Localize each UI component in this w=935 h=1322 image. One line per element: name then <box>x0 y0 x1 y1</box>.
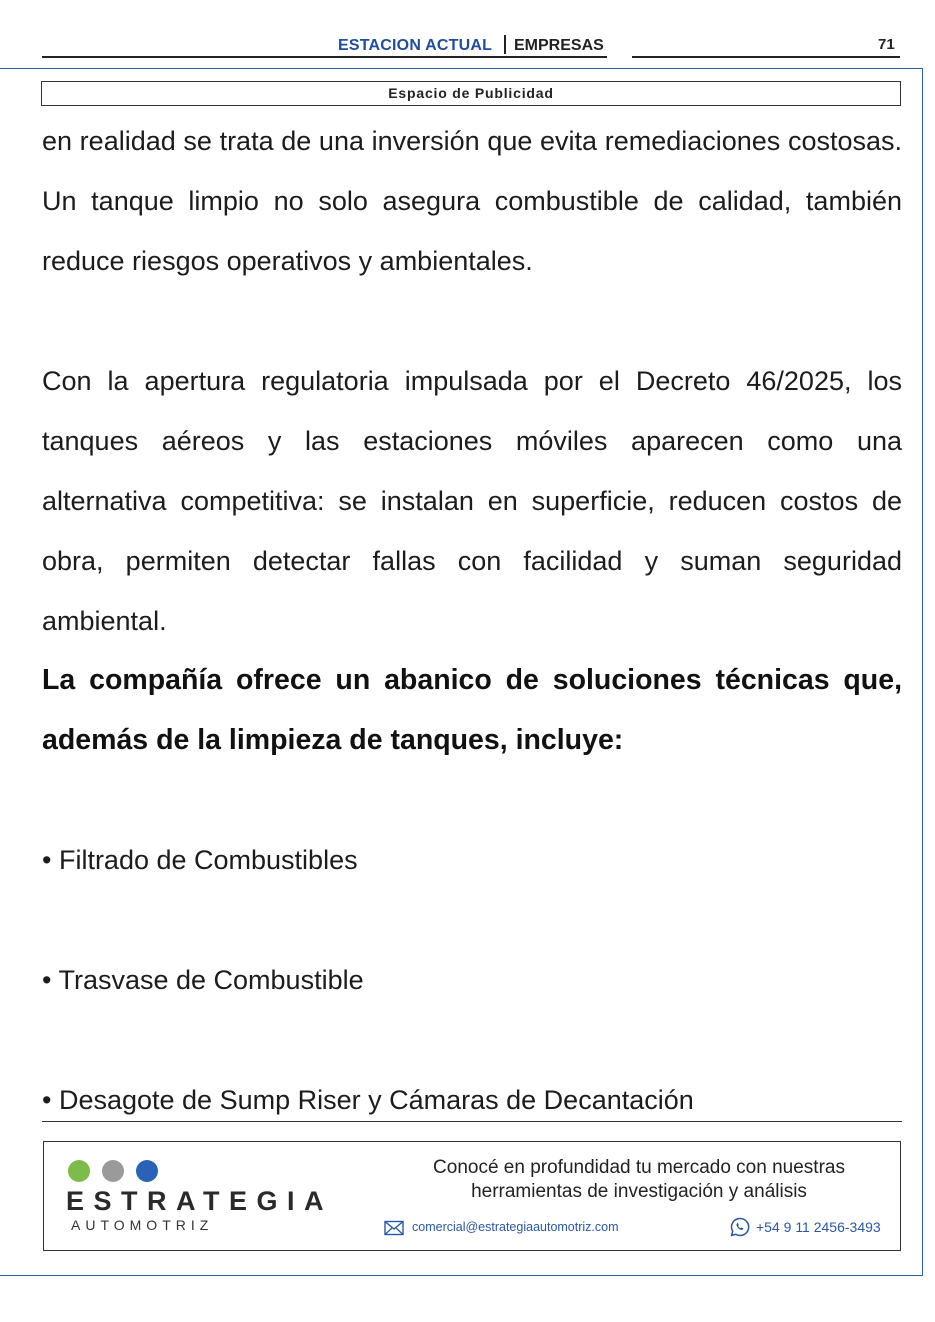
logo-dots <box>68 1160 158 1182</box>
mail-icon <box>384 1220 404 1236</box>
brand-logo-text: ESTRATEGIA <box>66 1186 334 1216</box>
header-separator <box>504 35 506 54</box>
list-item: • Filtrado de Combustibles <box>42 845 358 875</box>
ad-space-label: Espacio de Publicidad <box>41 81 901 106</box>
ad-headline-line-2: herramientas de investigación y análisis <box>471 1181 807 1202</box>
logo-dot-gray <box>102 1160 124 1182</box>
brand-logo-subtext: AUTOMOTRIZ <box>71 1217 214 1233</box>
list-item: • Desagote de Sump Riser y Cámaras de Decantación <box>42 1085 694 1115</box>
paragraph-1: en realidad se trata de una inversión que evita remediaciones costosas. Un tanque limpio no solo asegura combustible de calidad, también reduce riesgos operativos y ambientales. <box>42 126 902 276</box>
phone-link[interactable]: +54 9 11 2456-3493 <box>756 1219 881 1235</box>
list-item: • Trasvase de Combustible <box>42 965 364 995</box>
paragraph-2: Con la apertura regulatoria impulsada por el Decreto 46/2025, los tanques aéreos y las estaciones móviles aparecen como una alternativa competitiva: se instalan en superficie, reducen costos de obra, permiten detectar fallas con facilidad y suman seguridad ambiental. <box>42 366 902 636</box>
header-rule-left <box>42 56 607 58</box>
ad-headline-line-1: Conocé en profundidad tu mercado con nuestras <box>433 1157 845 1178</box>
ad-headline <box>384 1156 894 1204</box>
email-link[interactable]: comercial@estrategiaautomotriz.com <box>412 1220 619 1234</box>
whatsapp-icon <box>730 1217 750 1237</box>
header-rule-right <box>632 56 900 58</box>
logo-dot-green <box>68 1160 90 1182</box>
content-divider <box>42 1121 902 1122</box>
logo-dot-blue <box>136 1160 158 1182</box>
section-title: ESTACION ACTUAL <box>338 37 493 54</box>
section-subtitle: EMPRESAS <box>514 37 604 54</box>
page-number: 71 <box>878 36 895 53</box>
section-heading: La compañía ofrece un abanico de soluciones técnicas que, además de la limpieza de tanques, incluye: <box>42 664 902 756</box>
advertisement-banner[interactable] <box>43 1141 901 1251</box>
